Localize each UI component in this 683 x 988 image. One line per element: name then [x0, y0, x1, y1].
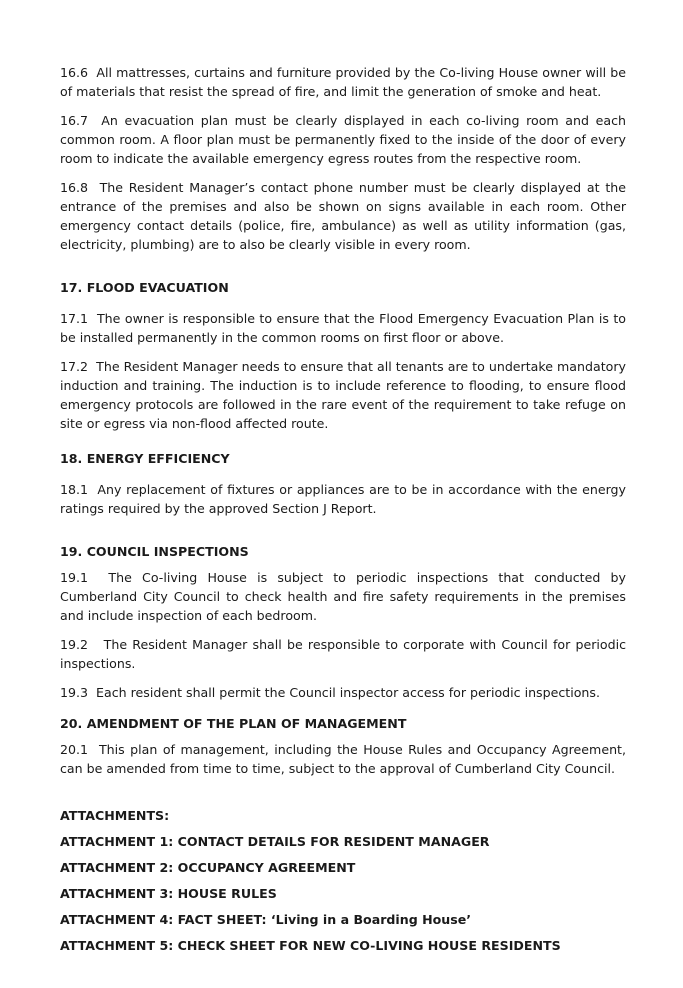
paragraph-16-8: 16.8 The Resident Manager’s contact phone number must be clearly displayed at the entrance of the premises and also be shown on signs available in each room. Other emergency contact details (police, fire, ambulance) as well as utility information (gas, electricity, plumbing) are to also be clearly visible in every room.: [60, 180, 631, 252]
attachment-item: ATTACHMENT 4: FACT SHEET: ‘Living in a Boarding House’: [60, 912, 472, 927]
attachment-item: ATTACHMENT 1: CONTACT DETAILS FOR RESIDENT MANAGER: [60, 834, 490, 849]
paragraph-16-7: 16.7 An evacuation plan must be clearly displayed in each co-living room and each common room. A floor plan must be permanently fixed to the inside of the door of every room to indicate the available emergency egress routes from the respective room.: [60, 113, 631, 166]
paragraph-19-2: 19.2 The Resident Manager shall be responsible to corporate with Council for periodic inspections.: [60, 637, 631, 671]
paragraph-17-2: 17.2 The Resident Manager needs to ensure that all tenants are to undertake mandatory induction and training. The induction is to include reference to flooding, to ensure flood emergency protocols are followed in the rare event of the requirement to take refuge on site or egress via non-flood affected route.: [60, 359, 631, 431]
attachment-item: ATTACHMENT 3: HOUSE RULES: [60, 886, 277, 901]
heading-energy-efficiency: 18. ENERGY EFFICIENCY: [60, 451, 230, 466]
paragraph-19-3: 19.3 Each resident shall permit the Council inspector access for periodic inspections.: [60, 685, 600, 700]
paragraph-18-1: 18.1 Any replacement of fixtures or appliances are to be in accordance with the energy ratings required by the approved Section J Report.: [60, 482, 631, 516]
heading-council-inspections: 19. COUNCIL INSPECTIONS: [60, 544, 249, 559]
paragraph-17-1: 17.1 The owner is responsible to ensure that the Flood Emergency Evacuation Plan is to be installed permanently in the common rooms on first floor or above.: [60, 311, 631, 345]
attachment-item: ATTACHMENT 5: CHECK SHEET FOR NEW CO-LIVING HOUSE RESIDENTS: [60, 938, 561, 953]
paragraph-20-1: 20.1 This plan of management, including the House Rules and Occupancy Agreement, can be amended from time to time, subject to the approval of Cumberland City Council.: [60, 742, 631, 776]
document-page: [60, 63, 631, 962]
attachments-heading: ATTACHMENTS:: [60, 808, 170, 823]
heading-flood-evacuation: 17. FLOOD EVACUATION: [60, 280, 229, 295]
attachment-item: ATTACHMENT 2: OCCUPANCY AGREEMENT: [60, 860, 356, 875]
paragraph-16-6: 16.6 All mattresses, curtains and furniture provided by the Co-living House owner will be of materials that resist the spread of fire, and limit the generation of smoke and heat.: [60, 65, 631, 99]
heading-amendment: 20. AMENDMENT OF THE PLAN OF MANAGEMENT: [60, 716, 407, 731]
paragraph-19-1: 19.1 The Co-living House is subject to periodic inspections that conducted by Cumberland City Council to check health and fire safety requirements in the premises and include inspection of each bedroom.: [60, 570, 631, 623]
